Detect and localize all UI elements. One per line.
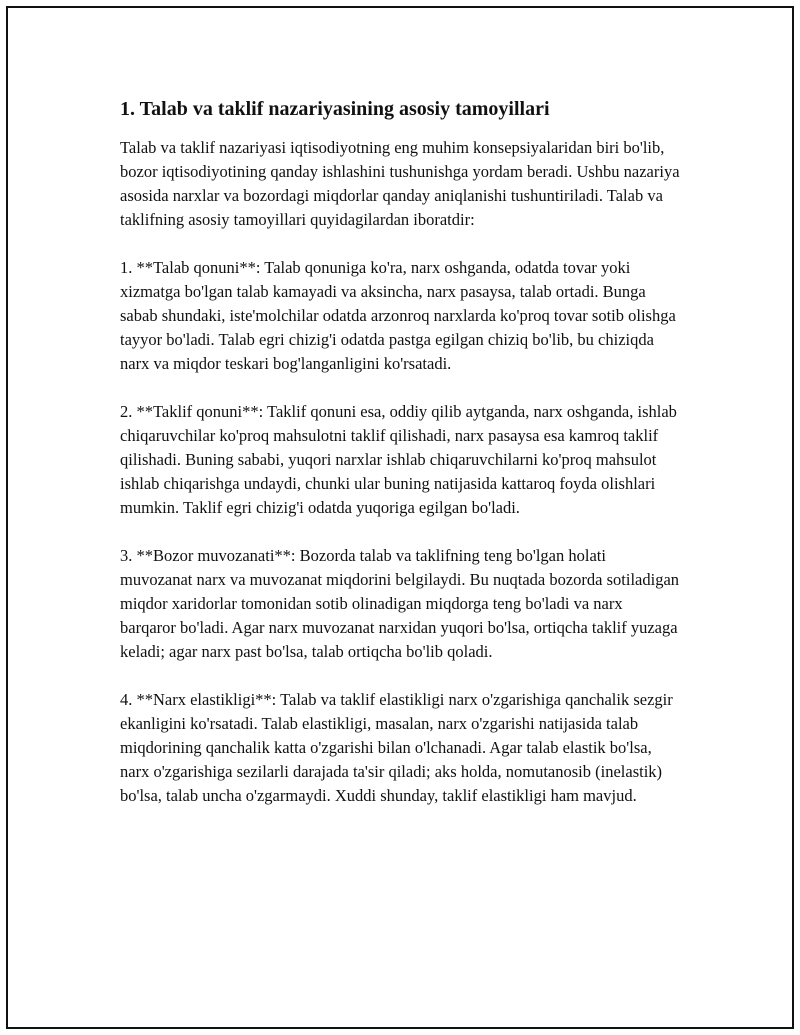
market-equilibrium-paragraph: 3. **Bozor muvozanati**: Bozorda talab va taklifning teng bo'lgan holati muvozanat narx va muvozanat miqdorini belgilaydi. Bu nuqtada bozorda sotiladigan miqdor xaridorlar tomonidan sotib olinadigan miqdorga teng bo'ladi va narx barqaror bo'ladi. Agar narx muvozanat narxidan yuqori bo'lsa, ortiqcha taklif yuzaga keladi; agar narx past bo'lsa, talab ortiqcha bo'lib qoladi. <box>120 546 680 661</box>
price-elasticity-paragraph: 4. **Narx elastikligi**: Talab va taklif elastikligi narx o'zgarishiga qanchalik sezgir ekanligini ko'rsatadi. Talab elastikligi, masalan, narx o'zgarishi natijasida talab miqdorining qanchalik katta o'zgarishi bilan o'lchanadi. Agar talab elastik bo'lsa, narx o'zgarishiga sezilarli darajada ta'sir qiladi; aks holda, nomutanosib (inelastik) bo'lsa, talab uncha o'zgarmaydi. Xuddi shunday, taklif elastikligi ham mavjud. <box>120 690 673 805</box>
document-body <box>120 96 680 832</box>
demand-law-paragraph: 1. **Talab qonuni**: Talab qonuniga ko'ra, narx oshganda, odatda tovar yoki xizmatga bo'lgan talab kamayadi va aksincha, narx pasaysa, talab ortadi. Bunga sabab shundaki, iste'molchilar odatda arzonroq narxlarda ko'proq tovar sotib olishga tayyor bo'ladi. Talab egri chizig'i odatda pastga egilgan chiziq bo'lib, bu chiziqda narx va miqdor teskari bog'langanligini ko'rsatadi. <box>120 258 676 373</box>
supply-law-paragraph: 2. **Taklif qonuni**: Taklif qonuni esa, oddiy qilib aytganda, narx oshganda, ishlab chiqaruvchilar ko'proq mahsulotni taklif qilishadi, narx pasaysa esa kamroq taklif qilishadi. Buning sababi, yuqori narxlar ishlab chiqaruvchilarni ko'proq mahsulot ishlab chiqarishga undaydi, chunki ular buning natijasida kattaroq foyda olishlari mumkin. Taklif egri chizig'i odatda yuqoriga egilgan bo'ladi. <box>120 402 677 517</box>
section-heading: 1. Talab va taklif nazariyasining asosiy tamoyillari <box>120 98 550 120</box>
intro-paragraph: Talab va taklif nazariyasi iqtisodiyotning eng muhim konsepsiyalaridan biri bo'lib, bozor iqtisodiyotining qanday ishlashini tushunishga yordam beradi. Ushbu nazariya asosida narxlar va bozordagi miqdorlar qanday aniqlanishi tushuntiriladi. Talab va taklifning asosiy tamoyillari quyidagilardan iboratdir: <box>120 138 680 229</box>
page-frame <box>6 6 794 1029</box>
